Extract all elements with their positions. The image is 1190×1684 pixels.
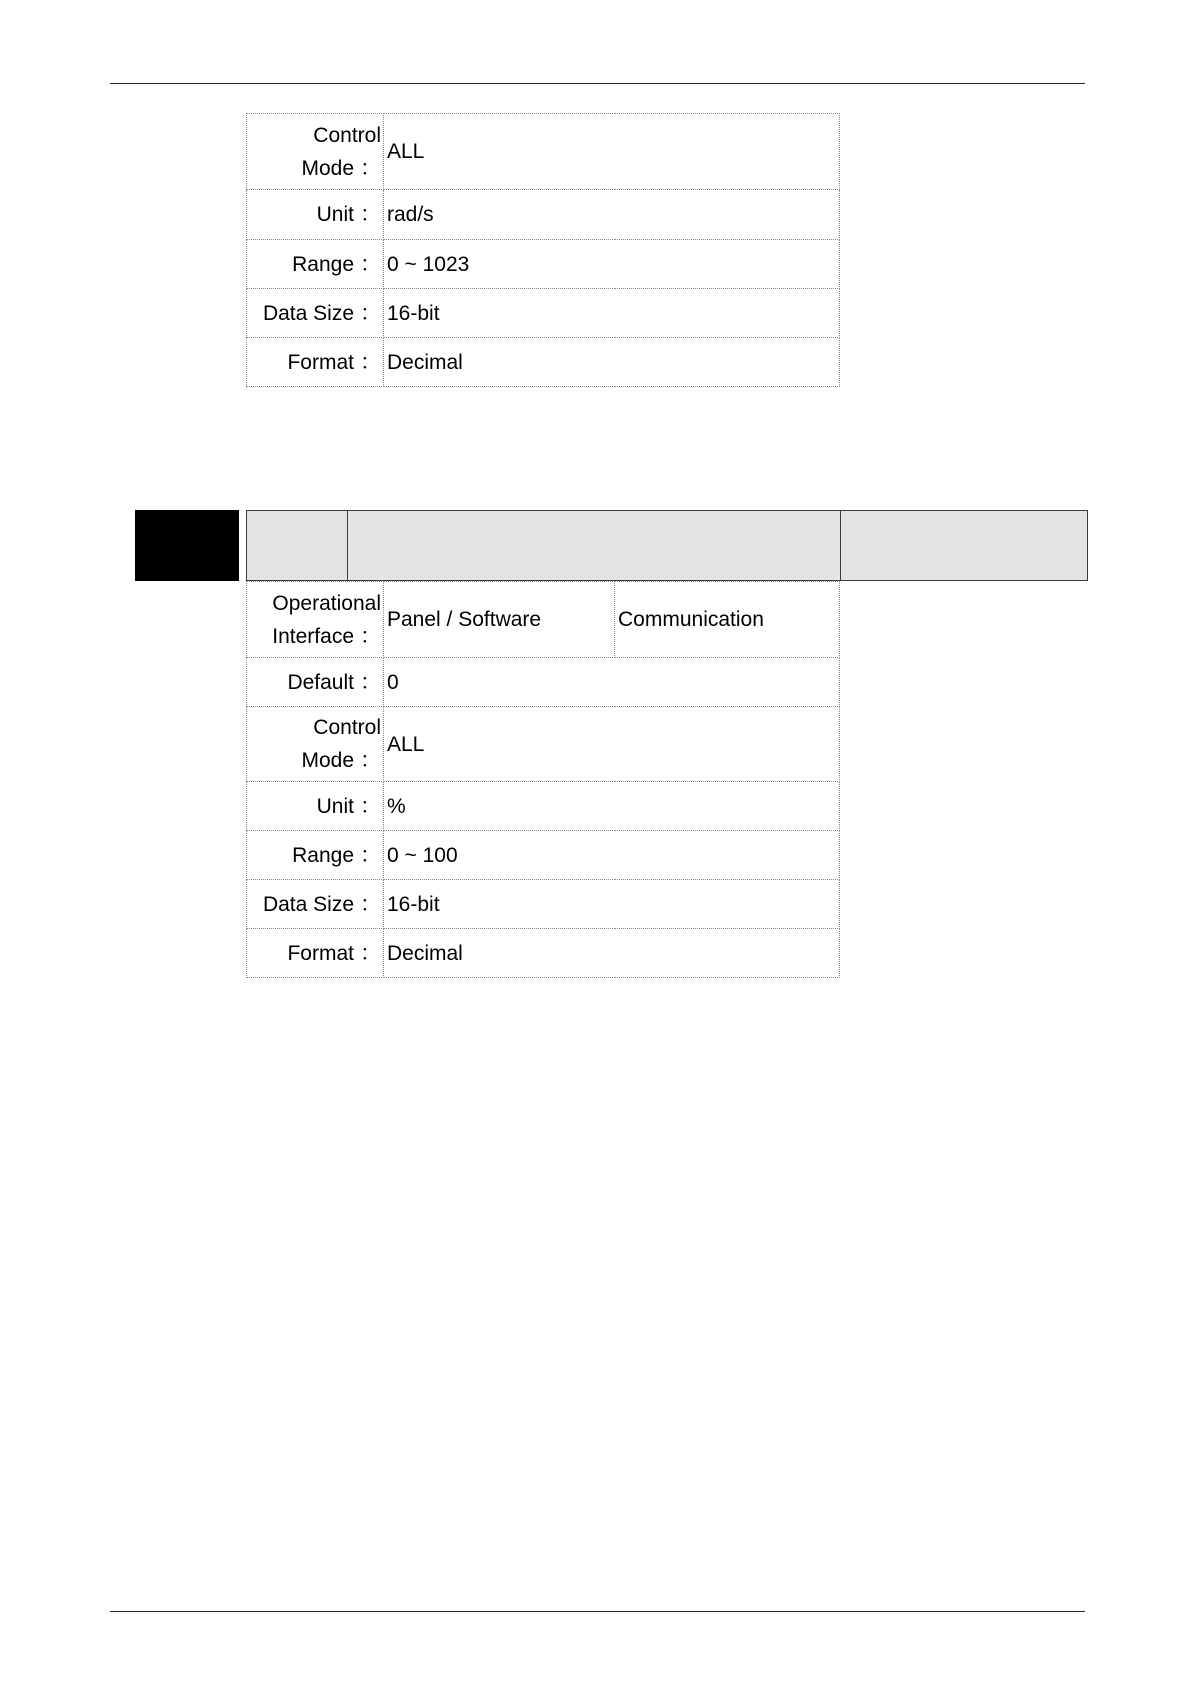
parameter-abbr-cell <box>246 510 348 581</box>
unit-value: % <box>384 782 840 831</box>
control-mode-value: ALL <box>384 707 840 782</box>
header-rule <box>110 83 1085 84</box>
table-row <box>247 707 840 782</box>
footer-rule <box>110 1611 1085 1612</box>
table-row <box>247 831 840 880</box>
range-label: Range ： <box>247 240 384 289</box>
table-row <box>247 782 840 831</box>
table-row <box>247 929 840 978</box>
interface-option-communication: Communication <box>615 582 840 658</box>
control-mode-label: Control Mode ： <box>247 114 384 190</box>
format-label: Format ： <box>247 338 384 387</box>
operational-interface-label: Operational Interface ： <box>247 582 384 658</box>
unit-label: Unit ： <box>247 782 384 831</box>
parameter-table-2 <box>246 581 840 978</box>
range-value: 0 ~ 100 <box>384 831 840 880</box>
format-label: Format ： <box>247 929 384 978</box>
table-row <box>247 658 840 707</box>
control-mode-label: Control Mode ： <box>247 707 384 782</box>
data-size-label: Data Size ： <box>247 880 384 929</box>
table-row <box>247 582 840 658</box>
unit-value: rad/s <box>384 190 840 240</box>
table-row <box>247 114 840 190</box>
range-value: 0 ~ 1023 <box>384 240 840 289</box>
default-value: 0 <box>384 658 840 707</box>
table-row <box>247 289 840 338</box>
format-value: Decimal <box>384 929 840 978</box>
table-row <box>247 880 840 929</box>
table-row <box>247 240 840 289</box>
control-mode-value: ALL <box>384 114 840 190</box>
unit-label: Unit ： <box>247 190 384 240</box>
parameter-name-cell <box>347 510 841 581</box>
format-value: Decimal <box>384 338 840 387</box>
table-row <box>247 190 840 240</box>
data-size-value: 16-bit <box>384 880 840 929</box>
interface-option-panel-software: Panel / Software <box>384 582 615 658</box>
data-size-label: Data Size ： <box>247 289 384 338</box>
table-row <box>247 338 840 387</box>
default-label: Default ： <box>247 658 384 707</box>
range-label: Range ： <box>247 831 384 880</box>
data-size-value: 16-bit <box>384 289 840 338</box>
parameter-code-block <box>135 510 239 581</box>
parameter-table-1 <box>246 113 840 387</box>
parameter-address-cell <box>840 510 1088 581</box>
